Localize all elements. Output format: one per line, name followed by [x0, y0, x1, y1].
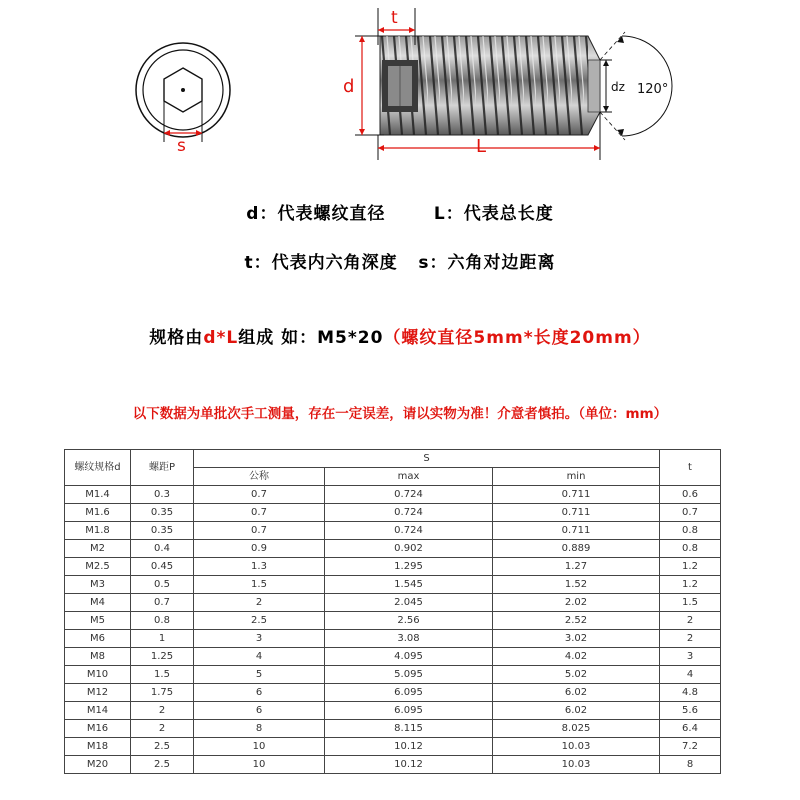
spec-prefix: 规格由 — [149, 328, 204, 348]
spec-example-line — [0, 323, 800, 348]
cell-s-max: 0.724 — [325, 522, 493, 540]
cell-thread-spec: M2.5 — [65, 558, 131, 576]
cell-s-max: 1.545 — [325, 576, 493, 594]
spec-middle: 组成 如：M5*20 — [238, 328, 384, 348]
table-row — [65, 558, 721, 576]
spec-example-detail: （螺纹直径5mm*长度20mm） — [383, 328, 651, 348]
set-screw-diagram — [0, 0, 800, 190]
cell-s-min: 8.025 — [493, 720, 660, 738]
cell-s-min: 1.52 — [493, 576, 660, 594]
cell-thread-spec: M18 — [65, 738, 131, 756]
label-L: L — [476, 136, 487, 157]
table-row — [65, 738, 721, 756]
cell-s-min: 6.02 — [493, 702, 660, 720]
measurement-notice: 以下数据为单批次手工测量，存在一定误差，请以实物为准！介意者慎拍。（单位：mm） — [132, 406, 668, 422]
cell-s-max: 0.902 — [325, 540, 493, 558]
cell-pitch: 2 — [131, 720, 194, 738]
cell-s-min: 4.02 — [493, 648, 660, 666]
side-view — [343, 8, 672, 160]
cell-s-max: 10.12 — [325, 738, 493, 756]
cell-s-max: 3.08 — [325, 630, 493, 648]
cell-s-max: 2.56 — [325, 612, 493, 630]
cell-s-min: 3.02 — [493, 630, 660, 648]
label-dz: dz — [611, 80, 625, 94]
legend-line-2: t：代表内六角深度 s：六角对边距离 — [244, 253, 556, 273]
cell-pitch: 2.5 — [131, 738, 194, 756]
cell-pitch: 1.25 — [131, 648, 194, 666]
cell-thread-spec: M1.6 — [65, 504, 131, 522]
legend-line-1: d：代表螺纹直径 L：代表总长度 — [246, 204, 554, 224]
cell-pitch: 0.35 — [131, 504, 194, 522]
cell-s-min: 0.889 — [493, 540, 660, 558]
table-row — [65, 504, 721, 522]
table-row — [65, 684, 721, 702]
cell-s-max: 8.115 — [325, 720, 493, 738]
cell-s-min: 0.711 — [493, 486, 660, 504]
cell-t: 0.8 — [660, 522, 721, 540]
cell-s-max: 0.724 — [325, 504, 493, 522]
cell-s-nominal: 8 — [194, 720, 325, 738]
cell-s-nominal: 6 — [194, 684, 325, 702]
cell-pitch: 0.5 — [131, 576, 194, 594]
cell-s-nominal: 5 — [194, 666, 325, 684]
cell-s-min: 0.711 — [493, 522, 660, 540]
cell-thread-spec: M20 — [65, 756, 131, 774]
cell-s-nominal: 1.3 — [194, 558, 325, 576]
cell-thread-spec: M10 — [65, 666, 131, 684]
cell-t: 1.5 — [660, 594, 721, 612]
cell-t: 2 — [660, 612, 721, 630]
table-row — [65, 522, 721, 540]
cell-pitch: 0.45 — [131, 558, 194, 576]
cell-t: 5.6 — [660, 702, 721, 720]
table-row — [65, 720, 721, 738]
cell-s-max: 2.045 — [325, 594, 493, 612]
cell-s-min: 2.02 — [493, 594, 660, 612]
cell-t: 8 — [660, 756, 721, 774]
cell-s-nominal: 0.7 — [194, 504, 325, 522]
cell-s-min: 6.02 — [493, 684, 660, 702]
cell-s-nominal: 1.5 — [194, 576, 325, 594]
table-row — [65, 702, 721, 720]
cell-s-min: 0.711 — [493, 504, 660, 522]
label-angle: 120° — [637, 82, 669, 97]
end-view — [136, 43, 230, 156]
table-row — [65, 594, 721, 612]
cell-pitch: 1.75 — [131, 684, 194, 702]
table-row — [65, 648, 721, 666]
cell-s-min: 10.03 — [493, 756, 660, 774]
cell-pitch: 1 — [131, 630, 194, 648]
header-pitch: 螺距P — [131, 450, 194, 486]
cell-s-min: 5.02 — [493, 666, 660, 684]
cell-pitch: 0.3 — [131, 486, 194, 504]
cell-pitch: 2.5 — [131, 756, 194, 774]
table-row — [65, 666, 721, 684]
cell-pitch: 0.7 — [131, 594, 194, 612]
cell-t: 6.4 — [660, 720, 721, 738]
cell-s-nominal: 6 — [194, 702, 325, 720]
cell-thread-spec: M14 — [65, 702, 131, 720]
cell-s-nominal: 2 — [194, 594, 325, 612]
table-row — [65, 612, 721, 630]
cell-s-nominal: 10 — [194, 738, 325, 756]
spec-dl: d*L — [203, 328, 239, 348]
cell-pitch: 0.4 — [131, 540, 194, 558]
cell-thread-spec: M12 — [65, 684, 131, 702]
table-row — [65, 756, 721, 774]
cell-t: 0.6 — [660, 486, 721, 504]
cell-s-nominal: 0.7 — [194, 486, 325, 504]
cell-s-nominal: 0.9 — [194, 540, 325, 558]
cell-s-max: 4.095 — [325, 648, 493, 666]
hex-socket-center — [181, 88, 185, 92]
cell-s-max: 1.295 — [325, 558, 493, 576]
cell-thread-spec: M3 — [65, 576, 131, 594]
cell-t: 1.2 — [660, 576, 721, 594]
cell-s-max: 6.095 — [325, 702, 493, 720]
header-nominal: 公称 — [194, 468, 325, 486]
cell-thread-spec: M1.4 — [65, 486, 131, 504]
cell-thread-spec: M2 — [65, 540, 131, 558]
table-row — [65, 486, 721, 504]
cell-thread-spec: M8 — [65, 648, 131, 666]
cell-s-nominal: 2.5 — [194, 612, 325, 630]
cell-s-nominal: 3 — [194, 630, 325, 648]
header-t: t — [660, 450, 721, 486]
header-max: max — [325, 468, 493, 486]
cell-t: 4 — [660, 666, 721, 684]
cell-thread-spec: M5 — [65, 612, 131, 630]
cell-pitch: 0.35 — [131, 522, 194, 540]
table-row — [65, 576, 721, 594]
cell-t: 2 — [660, 630, 721, 648]
cell-t: 0.7 — [660, 504, 721, 522]
cell-s-max: 10.12 — [325, 756, 493, 774]
label-s: s — [177, 136, 186, 156]
cell-s-max: 5.095 — [325, 666, 493, 684]
cell-t: 4.8 — [660, 684, 721, 702]
cell-thread-spec: M1.8 — [65, 522, 131, 540]
cell-s-nominal: 4 — [194, 648, 325, 666]
header-s-group: S — [194, 450, 660, 468]
cell-t: 1.2 — [660, 558, 721, 576]
table-row — [65, 630, 721, 648]
cell-thread-spec: M4 — [65, 594, 131, 612]
header-thread-spec: 螺纹规格d — [65, 450, 131, 486]
cell-thread-spec: M16 — [65, 720, 131, 738]
cell-s-min: 1.27 — [493, 558, 660, 576]
cell-s-min: 10.03 — [493, 738, 660, 756]
cell-thread-spec: M6 — [65, 630, 131, 648]
dimension-table — [64, 449, 721, 774]
cell-t: 3 — [660, 648, 721, 666]
cell-s-max: 6.095 — [325, 684, 493, 702]
label-d: d — [343, 76, 355, 97]
cell-t: 0.8 — [660, 540, 721, 558]
cell-s-nominal: 0.7 — [194, 522, 325, 540]
table-row — [65, 540, 721, 558]
cell-pitch: 2 — [131, 702, 194, 720]
header-min: min — [493, 468, 660, 486]
cell-t: 7.2 — [660, 738, 721, 756]
cell-pitch: 1.5 — [131, 666, 194, 684]
cell-s-max: 0.724 — [325, 486, 493, 504]
cell-s-nominal: 10 — [194, 756, 325, 774]
cell-pitch: 0.8 — [131, 612, 194, 630]
label-t: t — [391, 8, 398, 28]
cell-s-min: 2.52 — [493, 612, 660, 630]
